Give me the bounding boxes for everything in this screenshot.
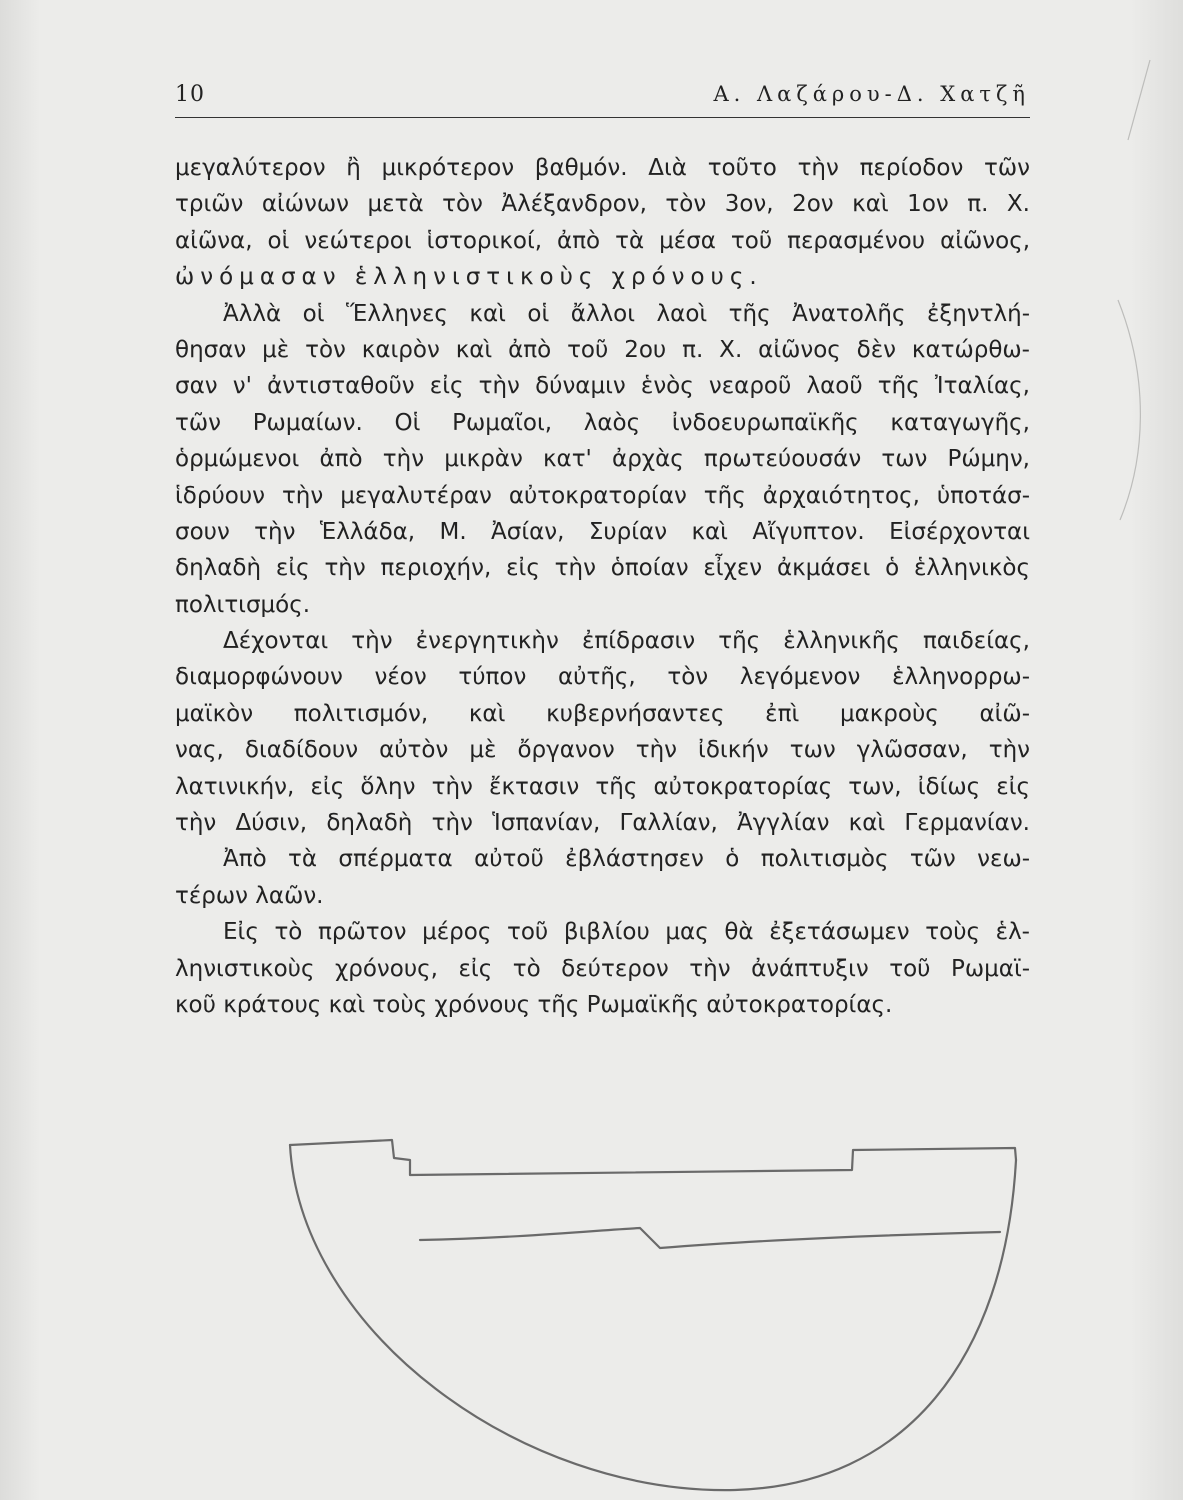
text-line: ὁρμώμενοι ἀπὸ τὴν μικρὰν κατ' ἀρχὰς πρωτεύουσάν των Ρώμην, bbox=[175, 446, 1030, 473]
text-line: ὠνόμασαν ἑλληνιστικοὺς χρόνους. bbox=[175, 264, 763, 291]
text-line: ἱδρύουν τὴν μεγαλυτέραν αὐτοκρατορίαν τῆς ἀρχαιότητος, ὑποτάσ- bbox=[175, 482, 1030, 509]
text-line: μεγαλύτερον ἢ μικρότερον βαθμόν. Διὰ τοῦτο τὴν περίοδον τῶν bbox=[175, 155, 1030, 181]
text-line: σουν τὴν Ἑλλάδα, Μ. Ἀσίαν, Συρίαν καὶ Αἴγυπτον. Εἰσέρχονται bbox=[175, 518, 1030, 545]
text-line: τριῶν αἰώνων μετὰ τὸν Ἀλέξανδρον, τὸν 3ον, 2ον καὶ 1ον π. Χ. bbox=[175, 191, 1030, 218]
text-line: νας, διαδίδουν αὐτὸν μὲ ὄργανον τὴν ἰδικήν των γλῶσσαν, τὴν bbox=[175, 737, 1030, 764]
text-line: τῶν Ρωμαίων. Οἱ Ρωμαῖοι, λαὸς ἰνδοευρωπαϊκῆς καταγωγῆς, bbox=[175, 409, 1030, 436]
page-number: 10 bbox=[175, 82, 205, 107]
text-line: Ἀπὸ τὰ σπέρματα αὐτοῦ ἐβλάστησεν ὁ πολιτισμὸς τῶν νεω- bbox=[223, 846, 1030, 873]
text-line: λατινικήν, εἰς ὅλην τὴν ἔκτασιν τῆς αὐτοκρατορίας των, ἰδίως εἰς bbox=[175, 773, 1030, 800]
text-line: μαϊκὸν πολιτισμόν, καὶ κυβερνήσαντες ἐπὶ μακροὺς αἰῶ- bbox=[175, 700, 1030, 727]
header-rule bbox=[175, 117, 1030, 118]
text-line: Ἀλλὰ οἱ Ἕλληνες καὶ οἱ ἄλλοι λαοὶ τῆς Ἀνατολῆς ἐξηντλή- bbox=[223, 300, 1030, 327]
text-line: πολιτισμός. bbox=[175, 591, 311, 618]
text-line: θησαν μὲ τὸν καιρὸν καὶ ἀπὸ τοῦ 2ου π. Χ. αἰῶνος δὲν κατώρθω- bbox=[175, 336, 1030, 363]
text-line: σαν ν' ἀντισταθοῦν εἰς τὴν δύναμιν ἑνὸς νεαροῦ λαοῦ τῆς Ἰταλίας, bbox=[175, 373, 1030, 400]
text-line: ληνιστικοὺς χρόνους, εἰς τὸ δεύτερον τὴν ἀνάπτυξιν τοῦ Ρωμαϊ- bbox=[175, 955, 1030, 982]
running-head: Α. Λαζάρου-Δ. Χατζῆ bbox=[713, 82, 1030, 106]
text-line: αἰῶνα, οἱ νεώτεροι ἱστορικοί, ἀπὸ τὰ μέσα τοῦ περασμένου αἰῶνος, bbox=[175, 227, 1030, 254]
text-line: διαμορφώνουν νέον τύπον αὐτῆς, τὸν λεγόμενον ἑλληνορρω- bbox=[175, 664, 1030, 691]
text-line: κοῦ κράτους καὶ τοὺς χρόνους τῆς Ρωμαϊκῆς αὐτοκρατορίας. bbox=[175, 991, 893, 1018]
body-text bbox=[175, 150, 1030, 1023]
text-line: δηλαδὴ εἰς τὴν περιοχήν, εἰς τὴν ὁποίαν εἶχεν ἀκμάσει ὁ ἑλληνικὸς bbox=[175, 555, 1030, 582]
page-header bbox=[175, 78, 1030, 116]
text-line: τὴν Δύσιν, δηλαδὴ τὴν Ἱσπανίαν, Γαλλίαν, Ἀγγλίαν καὶ Γερμανίαν. bbox=[175, 810, 1030, 837]
text-line: Εἰς τὸ πρῶτον μέρος τοῦ βιβλίου μας θὰ ἐξετάσωμεν τοὺς ἑλ- bbox=[223, 919, 1030, 946]
text-line: Δέχονται τὴν ἐνεργητικὴν ἐπίδρασιν τῆς ἑλληνικῆς παιδείας, bbox=[223, 628, 1030, 655]
text-line: τέρων λαῶν. bbox=[175, 882, 324, 909]
